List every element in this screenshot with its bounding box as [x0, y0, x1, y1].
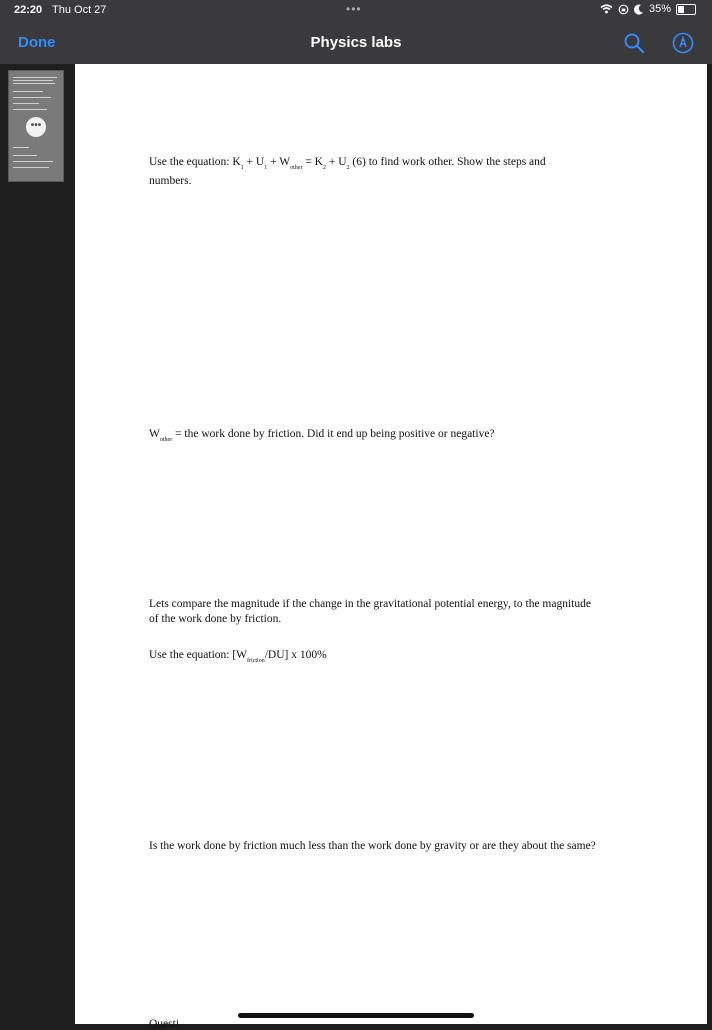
wifi-icon [600, 4, 613, 14]
question-work-other-line2: numbers. [149, 175, 192, 187]
question-work-other: Use the equation: $K_1 + U_1 + W_{other} = K_2 + U_2$ (6) to find work other. Show the steps and [149, 156, 546, 171]
partial-next-heading: Questi [149, 1018, 180, 1030]
nav-bar [0, 22, 712, 64]
search-icon[interactable] [622, 31, 646, 55]
thumbnail-sidebar [0, 64, 75, 1024]
rotation-lock-icon [618, 4, 629, 15]
more-options-icon[interactable]: ••• [26, 117, 46, 137]
battery-percent: 35% [648, 3, 671, 15]
question-friction-vs-gravity: Is the work done by friction much less than the work done by gravity or are they about the same? [149, 840, 596, 852]
page-thumbnail[interactable] [8, 70, 64, 182]
question-ratio-equation: Use the equation: $[W_{friction}/DU]$ x 100% [149, 649, 327, 664]
question-compare-line2: of the work done by friction. [149, 613, 282, 625]
moon-icon [634, 4, 644, 15]
markup-icon[interactable] [671, 31, 695, 55]
done-button[interactable]: Done [18, 34, 56, 51]
document-page [75, 64, 707, 1030]
status-right [600, 3, 696, 15]
question-friction-sign: $W_{other}$ = the work done by friction. Did it end up being positive or negative? [149, 428, 495, 443]
document-title: Physics labs [310, 34, 402, 51]
battery-icon [676, 4, 696, 15]
status-date: Thu Oct 27 [52, 4, 107, 16]
status-bar [0, 0, 712, 22]
multitasking-dots-icon[interactable]: ••• [346, 2, 362, 16]
question-compare-line1: Lets compare the magnitude if the change in the gravitational potential energy, to the magnitude [149, 598, 591, 610]
home-indicator[interactable] [238, 1013, 474, 1018]
status-time: 22:20 [14, 4, 43, 16]
